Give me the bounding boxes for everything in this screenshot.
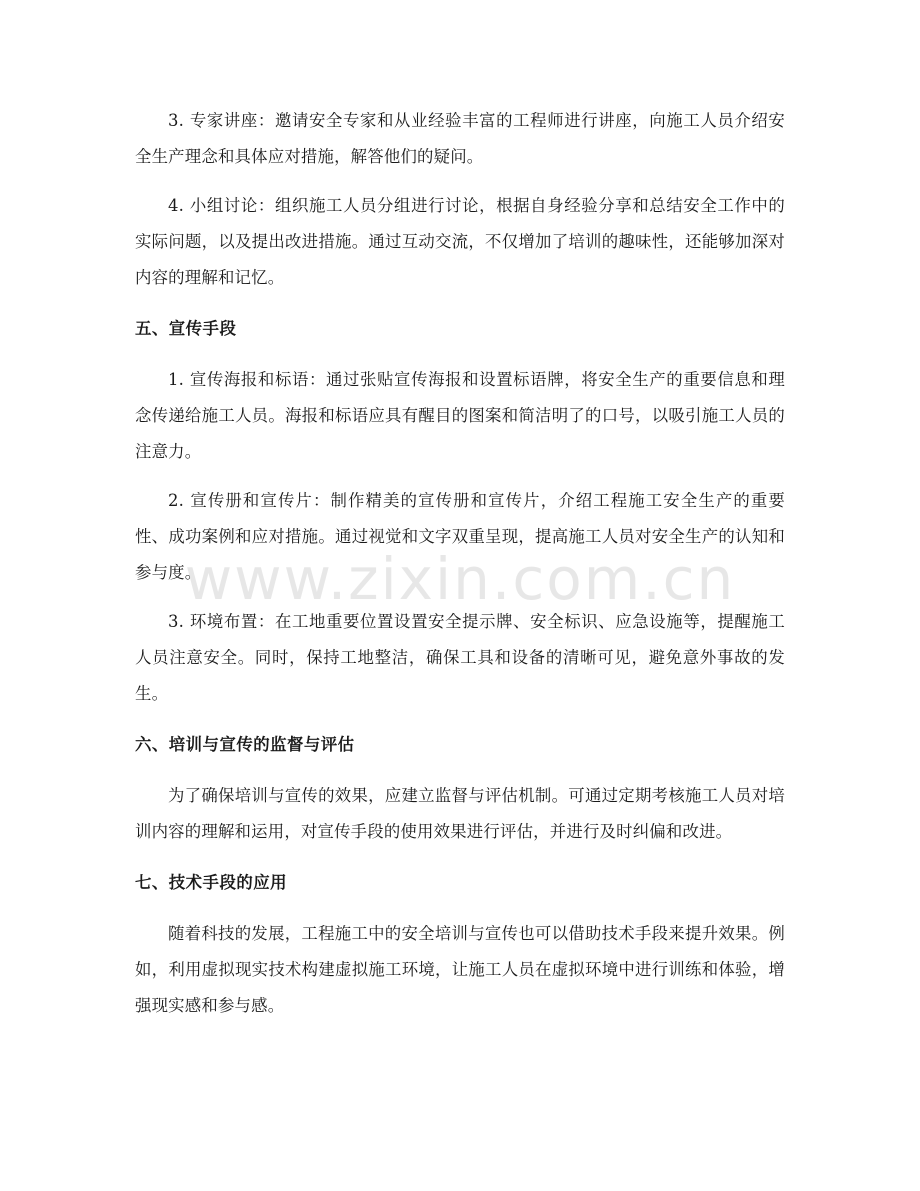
paragraph-supervision: 为了确保培训与宣传的效果，应建立监督与评估机制。可通过定期考核施工人员对培训内容的理解和运用，对宣传手段的使用效果进行评估，并进行及时纠偏和改进。 <box>135 786 785 841</box>
paragraph-technology: 随着科技的发展，工程施工中的安全培训与宣传也可以借助技术手段来提升效果。例如，利用虚拟现实技术构建虚拟施工环境，让施工人员在虚拟环境中进行训练和体验，增强现实感和参与感。 <box>135 924 785 1015</box>
watermark-text: www.zixin.com.cn <box>184 545 736 613</box>
paragraph-posters: 1. 宣传海报和标语：通过张贴宣传海报和设置标语牌，将安全生产的重要信息和理念传递给施工人员。海报和标语应具有醒目的图案和简洁明了的口号，以吸引施工人员的注意力。 <box>135 370 785 461</box>
paragraph-brochures: 2. 宣传册和宣传片：制作精美的宣传册和宣传片，介绍工程施工安全生产的重要性、成功案例和应对措施。通过视觉和文字双重呈现，提高施工人员对安全生产的认知和参与度。 <box>135 491 785 582</box>
section-heading-supervision: 六、培训与宣传的监督与评估 <box>135 735 355 754</box>
paragraph-group-discussion: 4. 小组讨论：组织施工人员分组进行讨论，根据自身经验分享和总结安全工作中的实际问题，以及提出改进措施。通过互动交流，不仅增加了培训的趣味性，还能够加深对内容的理解和记忆。 <box>135 196 785 287</box>
paragraph-environment: 3. 环境布置：在工地重要位置设置安全提示牌、安全标识、应急设施等，提醒施工人员注意安全。同时，保持工地整洁，确保工具和设备的清晰可见，避免意外事故的发生。 <box>135 612 785 703</box>
document-body <box>135 103 785 1024</box>
paragraph-expert-lecture: 3. 专家讲座：邀请安全专家和从业经验丰富的工程师进行讲座，向施工人员介绍安全生产理念和具体应对措施，解答他们的疑问。 <box>135 111 785 166</box>
section-heading-publicity-means: 五、宣传手段 <box>135 319 237 338</box>
section-heading-technology: 七、技术手段的应用 <box>135 873 288 892</box>
